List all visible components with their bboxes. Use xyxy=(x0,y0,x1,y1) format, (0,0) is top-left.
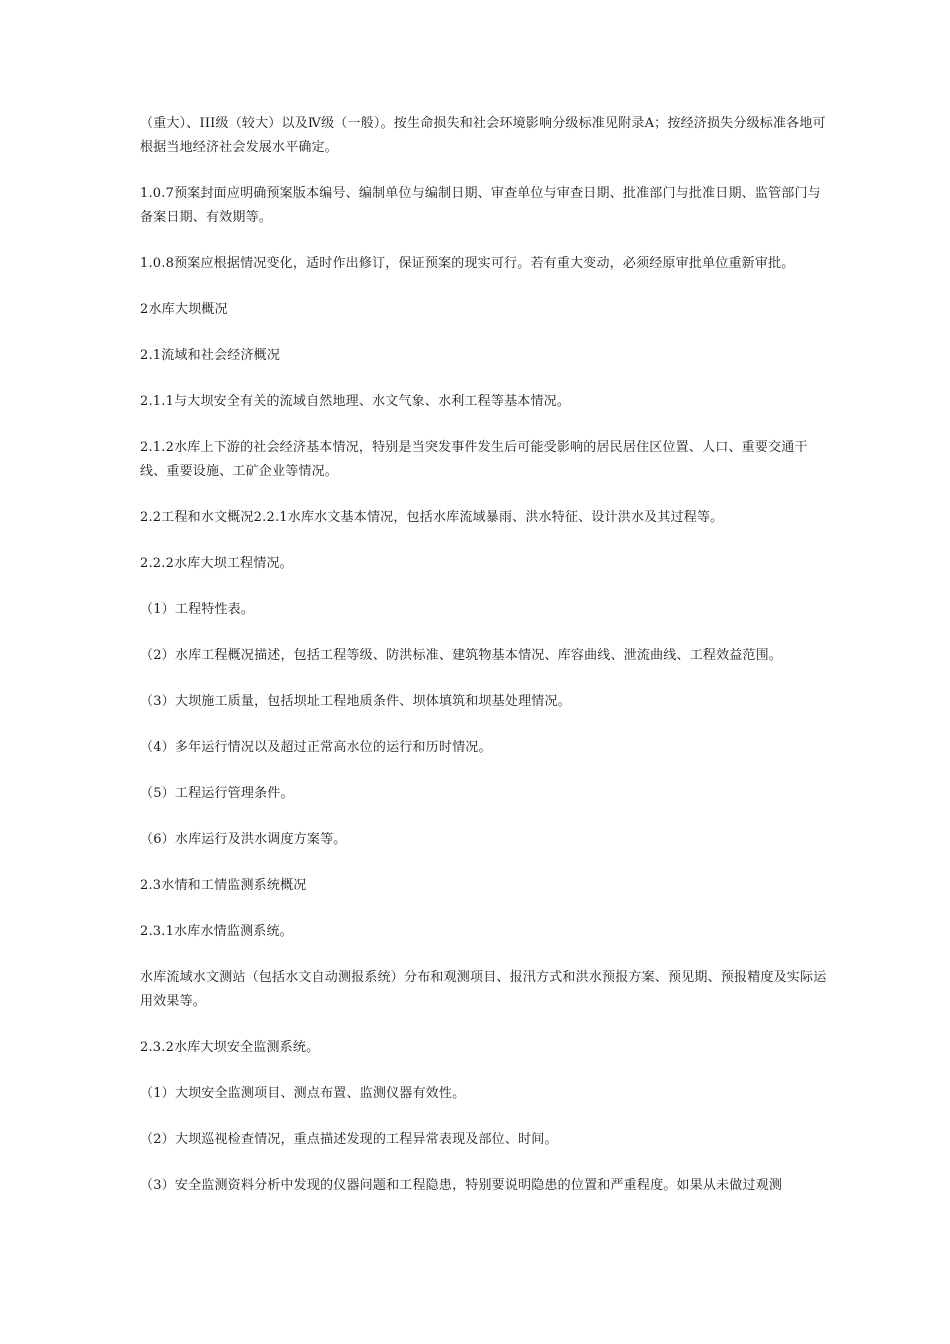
paragraph-2-3-1: 2.3.1水库水情监测系统。 xyxy=(140,924,293,939)
paragraph-2-2: 2.2工程和水文概况2.2.1水库水文基本情况，包括水库流域暴雨、洪水特征、设计洪水及其过程等。 xyxy=(140,510,724,525)
paragraph-1-0-8: 1.0.8预案应根据情况变化，适时作出修订，保证预案的现实可行。若有重大变动，必须经原审批单位重新审批。 xyxy=(140,256,795,271)
paragraph-1-0-7: 1.0.7预案封面应明确预案版本编号、编制单位与编制日期、审查单位与审查日期、批准部门与批准日期、监管部门与备案日期、有效期等。 xyxy=(140,186,821,225)
paragraph-2-3-2: 2.3.2水库大坝安全监测系统。 xyxy=(140,1040,320,1055)
heading-2-1: 2.1流域和社会经济概况 xyxy=(140,348,281,363)
list-item-2-2-2-2: （2）水库工程概况描述，包括工程等级、防洪标准、建筑物基本情况、库容曲线、泄流曲线、工程效益范围。 xyxy=(140,648,783,663)
list-item-2-3-2-3: （3）安全监测资料分析中发现的仪器问题和工程隐患，特别要说明隐患的位置和严重程度。如果从未做过观测 xyxy=(140,1178,783,1193)
paragraph-disaster-levels: （重大）、III级（较大）以及Ⅳ级（一般）。按生命损失和社会环境影响分级标准见附录A；按经济损失分级标准各地可根据当地经济社会发展水平确定。 xyxy=(140,116,826,155)
document-body xyxy=(140,112,830,1220)
list-item-2-2-2-5: （5）工程运行管理条件。 xyxy=(140,786,294,801)
heading-2: 2水库大坝概况 xyxy=(140,302,228,317)
list-item-2-3-2-2: （2）大坝巡视检查情况，重点描述发现的工程异常表现及部位、时间。 xyxy=(140,1132,558,1147)
list-item-2-2-2-1: （1）工程特性表。 xyxy=(140,602,255,617)
list-item-2-2-2-4: （4）多年运行情况以及超过正常高水位的运行和历时情况。 xyxy=(140,740,492,755)
paragraph-2-1-1: 2.1.1与大坝安全有关的流域自然地理、水文气象、水利工程等基本情况。 xyxy=(140,394,571,409)
list-item-2-2-2-6: （6）水库运行及洪水调度方案等。 xyxy=(140,832,347,847)
list-item-2-2-2-3: （3）大坝施工质量，包括坝址工程地质条件、坝体填筑和坝基处理情况。 xyxy=(140,694,571,709)
paragraph-hydro-stations: 水库流域水文测站（包括水文自动测报系统）分布和观测项目、报汛方式和洪水预报方案、预见期、预报精度及实际运用效果等。 xyxy=(140,970,827,1009)
list-item-2-3-2-1: （1）大坝安全监测项目、测点布置、监测仪器有效性。 xyxy=(140,1086,466,1101)
heading-2-3: 2.3水情和工情监测系统概况 xyxy=(140,878,307,893)
paragraph-2-2-2: 2.2.2水库大坝工程情况。 xyxy=(140,556,293,571)
paragraph-2-1-2: 2.1.2水库上下游的社会经济基本情况，特别是当突发事件发生后可能受影响的居民居住区位置、人口、重要交通干线、重要设施、工矿企业等情况。 xyxy=(140,440,808,479)
